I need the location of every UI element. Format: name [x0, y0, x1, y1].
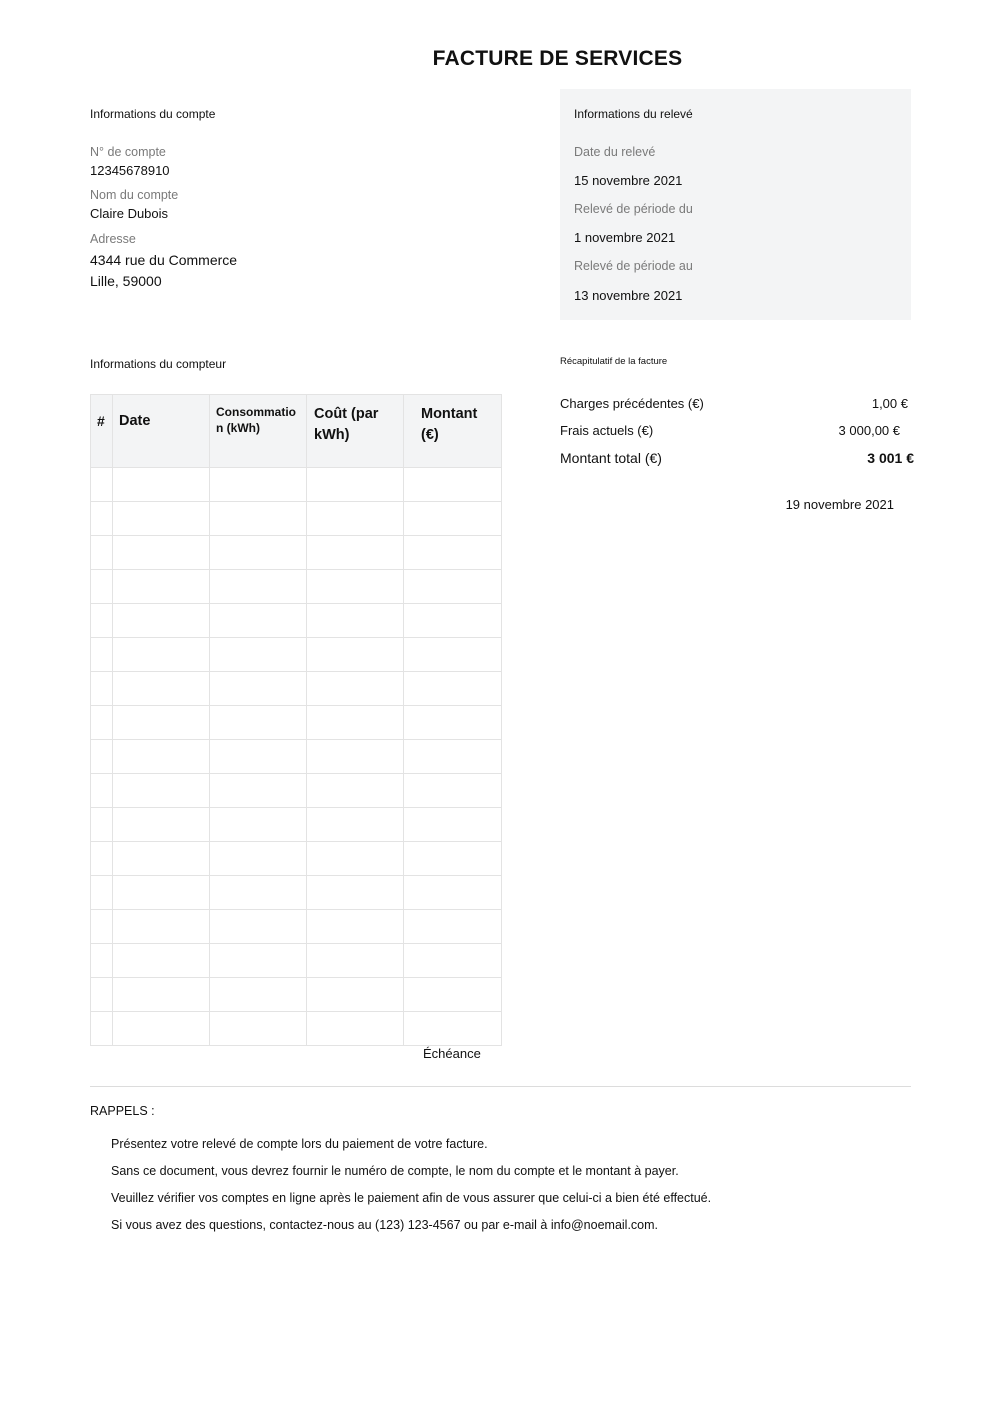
- table-row: [91, 468, 502, 502]
- table-row: [91, 502, 502, 536]
- table-cell: [404, 842, 502, 876]
- table-row: [91, 774, 502, 808]
- table-cell: [113, 944, 210, 978]
- reminder-item: Veuillez vérifier vos comptes en ligne après le paiement afin de vous assurer que celui-ci a bien été effectué.: [111, 1191, 712, 1205]
- table-cell: [307, 876, 404, 910]
- table-cell: [404, 944, 502, 978]
- reminder-item: Si vous avez des questions, contactez-nous au (123) 123-4567 ou par e-mail à info@noemail.com.: [111, 1218, 659, 1232]
- table-cell: [91, 978, 113, 1012]
- table-cell: [307, 842, 404, 876]
- table-cell: [113, 842, 210, 876]
- table-cell: [91, 1012, 113, 1046]
- section-divider: [90, 1086, 911, 1087]
- statement-info-heading: Informations du relevé: [574, 107, 693, 121]
- table-cell: [404, 910, 502, 944]
- table-cell: [91, 604, 113, 638]
- table-cell: [91, 910, 113, 944]
- period-from-value: 1 novembre 2021: [574, 230, 676, 245]
- column-header-amount: Montant (€): [404, 395, 502, 468]
- table-row: [91, 876, 502, 910]
- table-cell: [113, 706, 210, 740]
- column-header-number: #: [91, 395, 113, 468]
- table-cell: [91, 740, 113, 774]
- table-cell: [210, 468, 307, 502]
- table-cell: [404, 468, 502, 502]
- table-cell: [113, 774, 210, 808]
- table-cell: [210, 910, 307, 944]
- table-cell: [210, 842, 307, 876]
- table-row: [91, 536, 502, 570]
- table-cell: [91, 468, 113, 502]
- table-cell: [307, 910, 404, 944]
- column-header-consumption: Consommation (kWh): [210, 395, 307, 468]
- table-cell: [91, 774, 113, 808]
- meter-table-header-row: [91, 395, 502, 468]
- table-cell: [404, 740, 502, 774]
- reminders-heading: RAPPELS :: [90, 1104, 155, 1118]
- account-number-value: 12345678910: [90, 163, 170, 178]
- table-cell: [91, 638, 113, 672]
- table-row: [91, 978, 502, 1012]
- table-cell: [404, 706, 502, 740]
- period-from-label: Relevé de période du: [574, 202, 693, 216]
- table-cell: [113, 604, 210, 638]
- table-cell: [307, 1012, 404, 1046]
- table-cell: [113, 468, 210, 502]
- table-row: [91, 570, 502, 604]
- table-cell: [113, 808, 210, 842]
- table-cell: [307, 774, 404, 808]
- table-row: [91, 808, 502, 842]
- table-cell: [307, 570, 404, 604]
- table-cell: [307, 604, 404, 638]
- table-cell: [113, 672, 210, 706]
- table-cell: [307, 944, 404, 978]
- table-cell: [210, 876, 307, 910]
- table-cell: [404, 536, 502, 570]
- table-cell: [91, 536, 113, 570]
- meter-info-heading: Informations du compteur: [90, 357, 227, 371]
- table-cell: [404, 570, 502, 604]
- table-cell: [113, 502, 210, 536]
- table-row: [91, 740, 502, 774]
- table-cell: [210, 978, 307, 1012]
- table-cell: [210, 570, 307, 604]
- address-line-1: 4344 rue du Commerce: [90, 252, 238, 268]
- current-charges-label: Frais actuels (€): [560, 423, 654, 438]
- table-cell: [91, 706, 113, 740]
- table-cell: [210, 1012, 307, 1046]
- table-cell: [404, 1012, 502, 1046]
- account-name-label: Nom du compte: [90, 188, 179, 202]
- total-amount-label: Montant total (€): [560, 450, 662, 466]
- column-header-cost-per-kwh: Coût (par kWh): [307, 395, 404, 468]
- previous-charges-value: 1,00 €: [871, 396, 908, 411]
- table-cell: [113, 978, 210, 1012]
- table-cell: [210, 536, 307, 570]
- period-to-value: 13 novembre 2021: [574, 288, 683, 303]
- table-cell: [404, 808, 502, 842]
- table-cell: [307, 978, 404, 1012]
- table-cell: [404, 604, 502, 638]
- table-cell: [113, 876, 210, 910]
- table-row: [91, 706, 502, 740]
- table-cell: [404, 774, 502, 808]
- table-cell: [404, 876, 502, 910]
- table-row: [91, 1012, 502, 1046]
- table-cell: [307, 808, 404, 842]
- table-cell: [91, 570, 113, 604]
- table-cell: [307, 502, 404, 536]
- column-header-date: Date: [113, 395, 210, 468]
- statement-date-value: 15 novembre 2021: [574, 173, 683, 188]
- table-cell: [210, 502, 307, 536]
- table-cell: [113, 1012, 210, 1046]
- address-label: Adresse: [90, 232, 136, 246]
- table-cell: [210, 672, 307, 706]
- table-cell: [307, 740, 404, 774]
- table-cell: [91, 842, 113, 876]
- account-number-label: N° de compte: [90, 145, 166, 159]
- reminder-item: Présentez votre relevé de compte lors du paiement de votre facture.: [111, 1137, 488, 1151]
- table-cell: [91, 808, 113, 842]
- table-cell: [210, 638, 307, 672]
- meter-table-body: [91, 468, 502, 1046]
- address-line-2: Lille, 59000: [90, 273, 162, 289]
- table-cell: [404, 672, 502, 706]
- table-cell: [113, 536, 210, 570]
- previous-charges-label: Charges précédentes (€): [560, 396, 704, 411]
- table-cell: [404, 638, 502, 672]
- table-cell: [210, 808, 307, 842]
- table-cell: [307, 468, 404, 502]
- due-date-label: Échéance: [423, 1046, 481, 1061]
- table-row: [91, 638, 502, 672]
- meter-table: [90, 394, 502, 1046]
- account-info-heading: Informations du compte: [90, 107, 216, 121]
- table-cell: [210, 740, 307, 774]
- table-row: [91, 910, 502, 944]
- table-cell: [210, 706, 307, 740]
- table-row: [91, 944, 502, 978]
- account-name-value: Claire Dubois: [90, 206, 169, 221]
- period-to-label: Relevé de période au: [574, 259, 693, 273]
- table-cell: [91, 876, 113, 910]
- table-cell: [113, 570, 210, 604]
- reminder-item: Sans ce document, vous devrez fournir le numéro de compte, le nom du compte et le montant à payer.: [111, 1164, 679, 1178]
- table-row: [91, 672, 502, 706]
- table-cell: [91, 502, 113, 536]
- table-cell: [113, 740, 210, 774]
- invoice-summary-heading: Récapitulatif de la facture: [560, 356, 668, 367]
- table-cell: [113, 638, 210, 672]
- current-charges-value: 3 000,00 €: [838, 423, 900, 438]
- table-cell: [404, 978, 502, 1012]
- table-cell: [210, 774, 307, 808]
- table-cell: [307, 638, 404, 672]
- table-cell: [91, 672, 113, 706]
- table-cell: [307, 672, 404, 706]
- table-cell: [404, 502, 502, 536]
- statement-date-label: Date du relevé: [574, 145, 656, 159]
- total-amount-value: 3 001 €: [867, 450, 914, 466]
- table-cell: [307, 536, 404, 570]
- table-cell: [210, 604, 307, 638]
- page-title: FACTURE DE SERVICES: [432, 47, 683, 70]
- table-cell: [307, 706, 404, 740]
- table-row: [91, 604, 502, 638]
- table-cell: [210, 944, 307, 978]
- due-date-value: 19 novembre 2021: [785, 497, 894, 512]
- table-cell: [113, 910, 210, 944]
- table-row: [91, 842, 502, 876]
- table-cell: [91, 944, 113, 978]
